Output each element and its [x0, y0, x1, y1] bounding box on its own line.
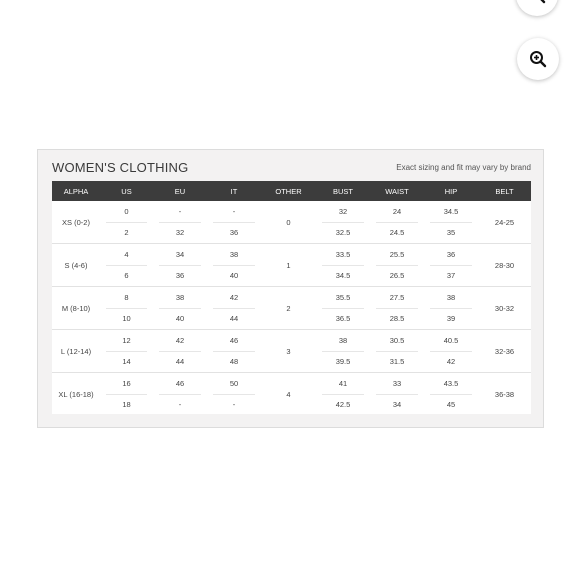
waist-column-cells	[370, 330, 424, 372]
waist-cell: 30.5	[389, 336, 405, 345]
eu-cell: -	[178, 400, 182, 409]
us-cell: 14	[122, 357, 131, 366]
row-divider	[430, 222, 472, 223]
it-cell: 40	[229, 271, 239, 280]
column-header-us: US	[121, 186, 132, 196]
row-divider	[213, 394, 255, 395]
row-divider	[430, 351, 472, 352]
size-group-row	[52, 373, 531, 415]
waist-cell: 25.5	[389, 250, 405, 259]
hip-cell: 35	[446, 228, 456, 237]
hip-column-cells	[424, 373, 478, 415]
eu-column-cells	[153, 330, 207, 372]
row-divider	[322, 222, 364, 223]
eu-column-cells	[153, 201, 207, 243]
it-cell: 36	[229, 228, 239, 237]
waist-cell: 24.5	[389, 228, 405, 237]
bust-cell: 33.5	[335, 250, 351, 259]
row-divider	[322, 351, 364, 352]
bust-column-cells	[316, 373, 370, 415]
row-divider	[376, 265, 418, 266]
row-divider	[322, 265, 364, 266]
size-table-header	[52, 181, 531, 201]
waist-cell: 26.5	[389, 271, 405, 280]
hip-cell: 37	[446, 271, 456, 280]
it-cell: 42	[229, 293, 239, 302]
other-cell: 1	[286, 260, 291, 270]
column-header-alpha: ALPHA	[63, 186, 89, 196]
bust-cell: 32	[338, 207, 348, 216]
alpha-cell: S (4-6)	[64, 260, 88, 270]
size-group-row	[52, 330, 531, 373]
us-column-cells	[100, 373, 153, 415]
waist-column-cells	[370, 373, 424, 415]
us-cell: 4	[124, 250, 129, 259]
bust-cell: 38	[338, 336, 348, 345]
it-column-cells	[207, 201, 261, 243]
hip-cell: 38	[446, 293, 456, 302]
it-column-cells	[207, 330, 261, 372]
row-divider	[322, 394, 364, 395]
it-cell: 50	[229, 379, 239, 388]
belt-cell: 30-32	[494, 303, 515, 313]
alpha-cell: XS (0-2)	[62, 217, 90, 227]
row-divider	[376, 394, 418, 395]
eu-cell: 46	[175, 379, 185, 388]
bust-cell: 35.5	[335, 293, 351, 302]
waist-column-cells	[370, 244, 424, 286]
row-divider	[106, 351, 147, 352]
waist-cell: 31.5	[389, 357, 405, 366]
waist-cell: 34	[392, 400, 402, 409]
eu-cell: 32	[175, 228, 185, 237]
row-divider	[376, 351, 418, 352]
eu-cell: 34	[175, 250, 185, 259]
row-divider	[213, 351, 255, 352]
it-column-cells	[207, 244, 261, 286]
other-cell: 4	[286, 389, 291, 399]
it-cell: 38	[229, 250, 239, 259]
us-cell: 6	[124, 271, 129, 280]
hip-column-cells	[424, 244, 478, 286]
row-divider	[213, 222, 255, 223]
eu-column-cells	[153, 287, 207, 329]
waist-cell: 27.5	[389, 293, 405, 302]
it-cell: 44	[229, 314, 239, 323]
hip-column-cells	[424, 287, 478, 329]
bust-cell: 41	[338, 379, 348, 388]
column-header-belt: BELT	[495, 186, 514, 196]
size-table-body	[52, 201, 531, 415]
row-divider	[106, 265, 147, 266]
bust-cell: 36.5	[335, 314, 351, 323]
us-cell: 8	[124, 293, 129, 302]
alpha-cell: L (12-14)	[60, 346, 92, 356]
it-cell: -	[232, 400, 236, 409]
hip-cell: 36	[446, 250, 456, 259]
belt-cell: 28-30	[494, 260, 515, 270]
bust-cell: 32.5	[335, 228, 351, 237]
alpha-cell: XL (16-18)	[58, 389, 94, 399]
eu-cell: -	[178, 207, 182, 216]
us-column-cells	[100, 287, 153, 329]
us-column-cells	[100, 244, 153, 286]
us-column-cells	[100, 201, 153, 243]
column-header-bust: BUST	[332, 186, 353, 196]
size-chart-note: Exact sizing and fit may vary by brand	[396, 162, 531, 172]
row-divider	[430, 308, 472, 309]
eu-cell: 38	[175, 293, 185, 302]
other-cell: 0	[286, 217, 291, 227]
size-chart-image[interactable]	[37, 149, 544, 428]
row-divider	[106, 394, 147, 395]
row-divider	[159, 222, 201, 223]
hip-cell: 34.5	[443, 207, 459, 216]
bust-cell: 34.5	[335, 271, 351, 280]
hip-cell: 39	[446, 314, 456, 323]
size-chart-heading	[52, 159, 531, 175]
row-divider	[376, 308, 418, 309]
it-column-cells	[207, 373, 261, 415]
column-header-hip: HIP	[444, 186, 458, 196]
it-cell: -	[232, 207, 236, 216]
bust-cell: 42.5	[335, 400, 351, 409]
eu-cell: 42	[175, 336, 185, 345]
eu-column-cells	[153, 244, 207, 286]
column-header-waist: WAIST	[385, 186, 409, 196]
row-divider	[322, 308, 364, 309]
hip-column-cells	[424, 330, 478, 372]
zoom-in-button-top[interactable]	[516, 0, 558, 16]
it-cell: 48	[229, 357, 239, 366]
bust-cell: 39.5	[335, 357, 351, 366]
row-divider	[213, 308, 255, 309]
bust-column-cells	[316, 330, 370, 372]
us-cell: 16	[122, 379, 131, 388]
belt-cell: 32-36	[494, 346, 515, 356]
alpha-cell: M (8-10)	[61, 303, 91, 313]
waist-cell: 24	[392, 207, 402, 216]
belt-cell: 24-25	[494, 217, 515, 227]
hip-cell: 42	[446, 357, 456, 366]
eu-cell: 36	[175, 271, 185, 280]
bust-column-cells	[316, 287, 370, 329]
hip-cell: 40.5	[443, 336, 459, 345]
size-group-row	[52, 201, 531, 244]
zoom-in-icon	[528, 0, 546, 4]
row-divider	[159, 308, 201, 309]
it-cell: 46	[229, 336, 239, 345]
size-group-row	[52, 287, 531, 330]
size-chart-title: WOMEN'S CLOTHING	[52, 159, 189, 175]
row-divider	[106, 222, 147, 223]
other-cell: 2	[286, 303, 291, 313]
hip-cell: 43.5	[443, 379, 459, 388]
column-header-it: IT	[230, 186, 238, 196]
bust-column-cells	[316, 201, 370, 243]
us-cell: 0	[124, 207, 129, 216]
waist-cell: 33	[392, 379, 402, 388]
us-cell: 18	[122, 400, 131, 409]
row-divider	[159, 265, 201, 266]
eu-cell: 40	[175, 314, 185, 323]
eu-column-cells	[153, 373, 207, 415]
waist-column-cells	[370, 201, 424, 243]
other-cell: 3	[286, 346, 291, 356]
us-cell: 2	[124, 228, 129, 237]
us-cell: 10	[122, 314, 131, 323]
size-table	[52, 181, 531, 414]
row-divider	[213, 265, 255, 266]
row-divider	[106, 308, 147, 309]
hip-column-cells	[424, 201, 478, 243]
column-header-eu: EU	[174, 186, 186, 196]
row-divider	[376, 222, 418, 223]
belt-cell: 36-38	[494, 389, 515, 399]
row-divider	[430, 394, 472, 395]
us-cell: 12	[122, 336, 131, 345]
size-group-row	[52, 244, 531, 287]
waist-column-cells	[370, 287, 424, 329]
row-divider	[430, 265, 472, 266]
waist-cell: 28.5	[389, 314, 405, 323]
it-column-cells	[207, 287, 261, 329]
zoom-in-button[interactable]	[517, 38, 559, 80]
row-divider	[159, 351, 201, 352]
hip-cell: 45	[446, 400, 456, 409]
column-header-other: OTHER	[275, 186, 302, 196]
bust-column-cells	[316, 244, 370, 286]
eu-cell: 44	[175, 357, 185, 366]
row-divider	[159, 394, 201, 395]
us-column-cells	[100, 330, 153, 372]
zoom-in-icon	[529, 50, 547, 68]
